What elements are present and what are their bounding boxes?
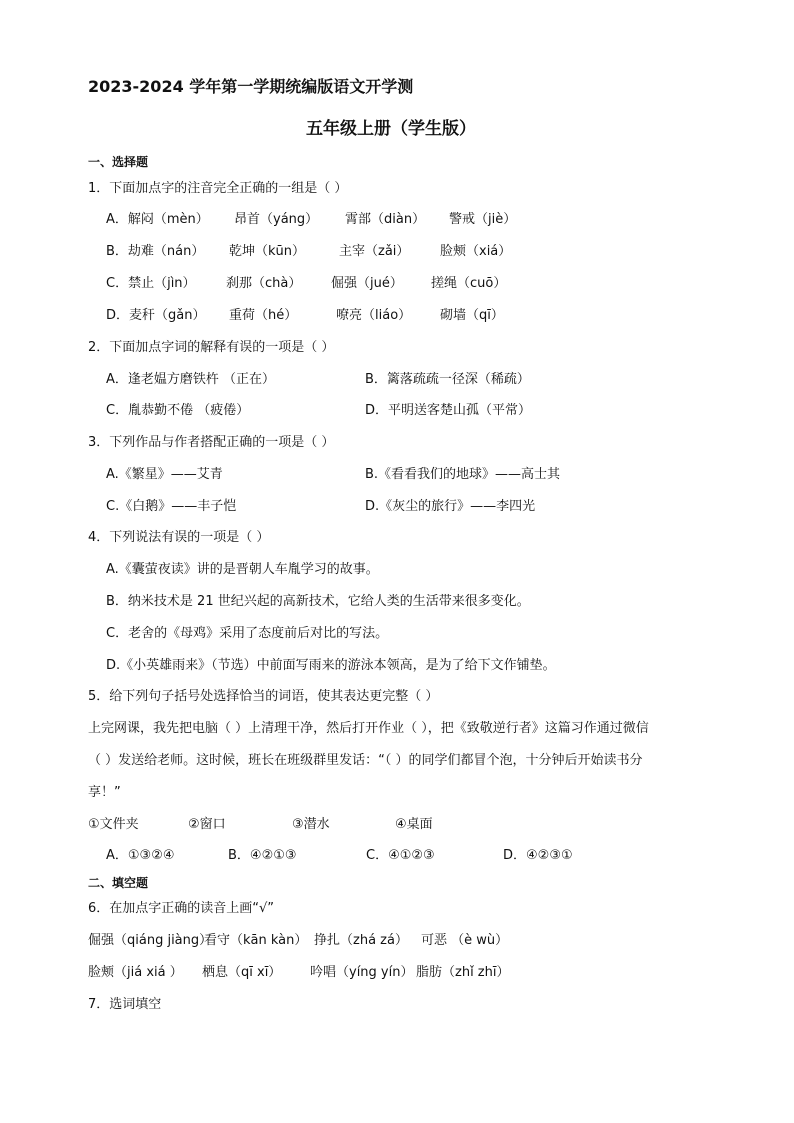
q1-option-b-4: 脸颊（xiá） (440, 244, 512, 259)
page-subtitle: 五年级上册（学生版） (306, 119, 476, 139)
q4-option-d: D.《小英雄雨来》（节选）中前面写雨来的游泳本领高，是为了给下文作铺垫。 (106, 658, 556, 673)
q6-item-5: 脸颊（jiá xiá ） (88, 965, 183, 980)
q6-item-7: 吟唱（yíng yín） (310, 965, 414, 980)
q2-option-b: B．篱落疏疏一径深（稀疏） (365, 372, 530, 387)
q5-option-b: B．④②①③ (228, 848, 297, 863)
q5-word-2: ②窗口 (188, 817, 226, 832)
q1-option-a-3: 霄部（diàn） (345, 212, 426, 227)
q3-option-a: A.《繁星》——艾青 (106, 467, 223, 482)
question-3-stem: 3．下列作品与作者搭配正确的一项是（ ） (88, 435, 335, 450)
q2-option-d: D．平明送客楚山孤（平常） (365, 403, 532, 418)
q1-option-a-4: 警戒（jiè） (449, 212, 517, 227)
q1-option-b-2: 乾坤（kūn） (229, 244, 306, 259)
q1-option-c-3: 倔强（jué） (331, 276, 403, 291)
q1-option-d-4: 砌墙（qī） (440, 308, 504, 323)
q5-paragraph-line-2: （ ）发送给老师。这时候，班长在班级群里发话：“（ ）的同学们都冒个泡，十分钟后开始读书分 (88, 753, 643, 768)
q3-option-c: C.《白鹅》——丰子恺 (106, 499, 237, 514)
q4-option-c: C．老舍的《母鸡》采用了态度前后对比的写法。 (106, 626, 389, 641)
q6-item-3: 挣扎（zhá zá） (314, 933, 408, 948)
q6-item-6: 栖息（qī xī） (202, 965, 282, 980)
q4-option-a: A.《囊萤夜读》讲的是晋朝人车胤学习的故事。 (106, 562, 379, 577)
section-heading-fill: 二、填空题 (88, 876, 149, 890)
q5-word-3: ③潜水 (292, 817, 330, 832)
q6-item-2: 看守（kān kàn） (204, 933, 308, 948)
q5-paragraph-line-1: 上完网课，我先把电脑（ ）上清理干净，然后打开作业（ ），把《致敬逆行者》这篇习作通过微信 (88, 721, 649, 736)
q3-option-d: D.《灰尘的旅行》——李四光 (365, 499, 536, 514)
q6-item-8: 脂肪（zhǐ zhī） (416, 965, 510, 980)
question-2-stem: 2．下面加点字词的解释有误的一项是（ ） (88, 340, 335, 355)
section-heading-choice: 一、选择题 (88, 155, 149, 169)
q1-option-b-3: 主宰（zǎi） (339, 244, 410, 259)
q1-option-d-3: 嘹亮（liáo） (336, 308, 412, 323)
q5-option-c: C．④①②③ (366, 848, 435, 863)
question-4-stem: 4．下列说法有误的一项是（ ） (88, 530, 270, 545)
q5-word-1: ①文件夹 (88, 817, 139, 832)
q5-option-d: D．④②③① (503, 848, 573, 863)
question-1-stem: 1．下面加点字的注音完全正确的一组是（ ） (88, 181, 348, 196)
q1-option-c-2: 刹那（chà） (226, 276, 302, 291)
q6-item-4: 可恶 （è wù） (421, 933, 509, 948)
question-5-stem: 5．给下列句子括号处选择恰当的词语，使其表达更完整（ ） (88, 689, 439, 704)
q1-option-d-1: D．麦秆（gǎn） (106, 308, 206, 323)
q2-option-c: C．胤恭勤不倦 （疲倦） (106, 403, 250, 418)
page-title: 2023-2024 学年第一学期统编版语文开学测 (88, 77, 414, 96)
q6-item-1: 倔强（qiáng jiàng） (88, 933, 213, 948)
q1-option-a-2: 昂首（yáng） (234, 212, 319, 227)
q4-option-b: B．纳米技术是 21 世纪兴起的高新技术，它给人类的生活带来很多变化。 (106, 594, 530, 609)
q5-paragraph-line-3: 享！” (88, 785, 121, 800)
q2-option-a: A．逢老媪方磨铁杵 （正在） (106, 372, 276, 387)
q5-word-4: ④桌面 (395, 817, 433, 832)
q1-option-c-4: 搓绳（cuō） (431, 276, 507, 291)
q5-option-a: A．①③②④ (106, 848, 175, 863)
q1-option-d-2: 重荷（hé） (229, 308, 298, 323)
q1-option-c-1: C．禁止（jìn） (106, 276, 196, 291)
q3-option-b: B.《看看我们的地球》——高士其 (365, 467, 561, 482)
question-6-stem: 6．在加点字正确的读音上画“√” (88, 901, 275, 916)
q1-option-b-1: B．劫难（nán） (106, 244, 205, 259)
question-7-stem: 7．选词填空 (88, 997, 162, 1012)
q1-option-a-1: A．解闷（mèn） (106, 212, 209, 227)
